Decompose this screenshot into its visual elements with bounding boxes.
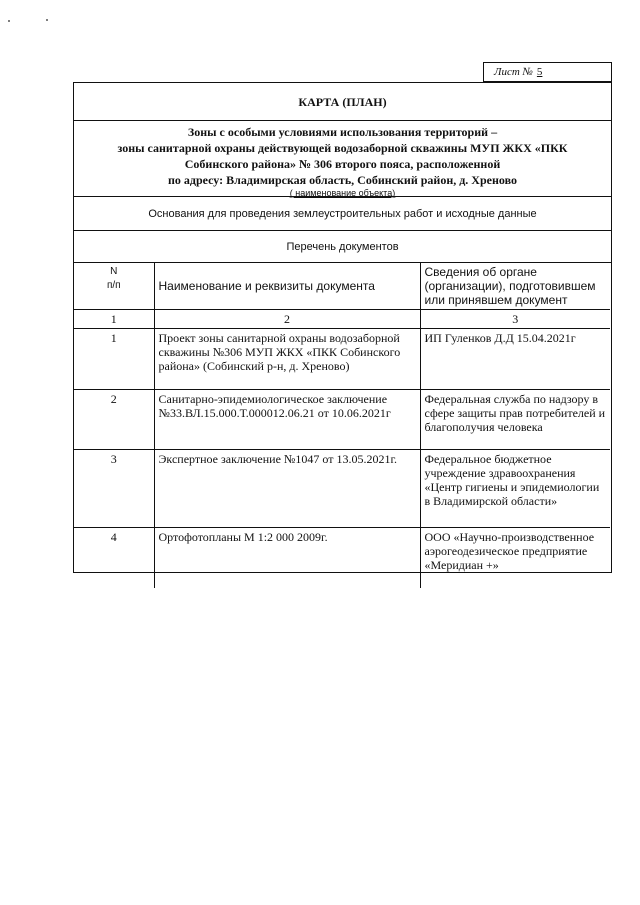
object-name-caption: ( наименование объекта) (289, 188, 396, 198)
scan-speck (46, 19, 48, 21)
documents-list-heading: Перечень документов (74, 231, 611, 263)
row-num: 2 (74, 390, 154, 450)
sheet-number: 5 (536, 66, 543, 78)
zone-description (74, 121, 611, 197)
table-header-row (74, 263, 610, 310)
row-name: Ортофотопланы М 1:2 000 2009г. (154, 528, 420, 588)
row-name: Проект зоны санитарной охраны водозаборной скважины №306 МУП ЖКХ «ПКК Собинского района» (Собинский р-н, д. Хреново) (154, 329, 420, 390)
zone-line-1: Зоны с особыми условиями использования территорий – (187, 125, 498, 139)
header-num-line-2: п/п (106, 280, 121, 291)
row-org: ИП Гуленков Д.Д 15.04.2021г (420, 329, 610, 390)
row-org: Федеральное бюджетное учреждение здравоохранения «Центр гигиены и эпидемиологии в Владимирской области» (420, 450, 610, 528)
index-cell: 2 (154, 310, 420, 329)
row-num: 4 (74, 528, 154, 588)
row-name: Санитарно-эпидемиологическое заключение №33.ВЛ.15.000.Т.000012.06.21 от 10.06.2021г (154, 390, 420, 450)
header-num-line-1: N (110, 266, 118, 277)
sheet-number-box (483, 62, 612, 82)
basis-heading: Основания для проведения землеустроительных работ и исходные данные (74, 197, 611, 231)
scan-speck (8, 20, 10, 22)
row-org: Федеральная служба по надзору в сфере защиты прав потребителей и благополучия человека (420, 390, 610, 450)
index-cell: 3 (420, 310, 610, 329)
table-row (74, 329, 610, 390)
sheet-label: Лист № (494, 66, 533, 78)
map-plan-form (73, 82, 612, 573)
zone-line-2: зоны санитарной охраны действующей водозаборной скважины МУП ЖКХ «ПКК (117, 141, 568, 155)
row-num: 3 (74, 450, 154, 528)
table-row (74, 528, 610, 588)
document-title: КАРТА (ПЛАН) (74, 83, 611, 121)
row-name: Экспертное заключение №1047 от 13.05.2021г. (154, 450, 420, 528)
header-org: Сведения об органе (организации), подготовившем или принявшем документ (420, 263, 610, 310)
row-org: ООО «Научно-производственное аэрогеодезическое предприятие «Меридиан +» (420, 528, 610, 588)
zone-line-3: Собинского района» № 306 второго пояса, расположенной (184, 157, 501, 171)
index-cell: 1 (74, 310, 154, 329)
documents-table (74, 263, 610, 588)
zone-line-4: по адресу: Владимирская область, Собинский район, д. Хреново (168, 173, 517, 187)
table-index-row (74, 310, 610, 329)
header-num (74, 263, 154, 310)
table-row (74, 390, 610, 450)
header-name: Наименование и реквизиты документа (154, 263, 420, 310)
table-row (74, 450, 610, 528)
row-num: 1 (74, 329, 154, 390)
